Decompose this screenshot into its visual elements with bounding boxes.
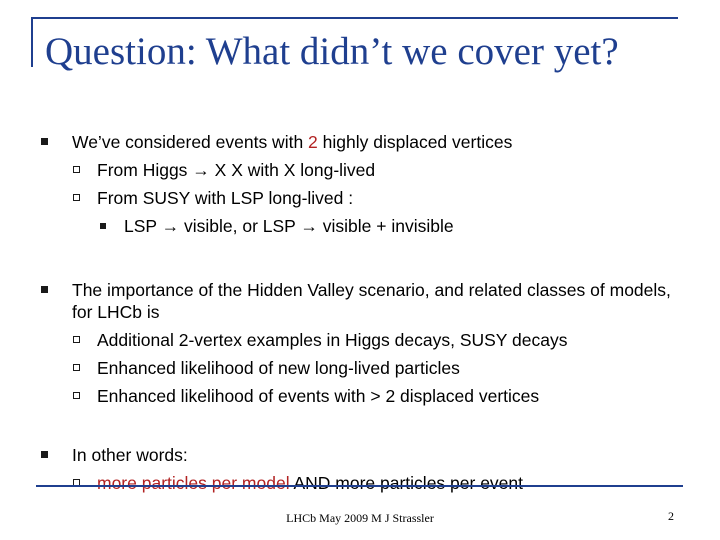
square-bullet-icon [41,286,48,293]
bullet-3 [72,441,682,497]
bullet-2-text: The importance of the Hidden Valley scenario, and related classes of models, for LHCb is [72,280,671,322]
bullet-3-text: In other words: [72,445,188,465]
sub-bullet: more particles per model AND more particles per event [72,469,682,497]
hollow-square-bullet-icon [73,336,80,343]
square-bullet-icon [41,138,48,145]
sub-bullet: Additional 2-vertex examples in Higgs decays, SUSY decays [72,326,682,354]
sub-bullet: From SUSY with LSP long-lived : [72,184,682,212]
slide-title: Question: What didn’t we cover yet? [45,30,619,73]
hollow-square-bullet-icon [73,392,80,399]
footer-text: LHCb May 2009 M J Strassler [286,511,434,525]
sub-sub-bullet: LSP → visible, or LSP → visible + invisible [72,212,682,240]
sub-bullet: Enhanced likelihood of new long-lived particles [72,354,682,382]
sub-bullet: From Higgs → X X with X long-lived [72,156,682,184]
bullet-1-text: We’ve considered events with 2 highly displaced vertices [72,132,513,152]
bullet-2 [72,276,682,410]
footer-rule [36,485,683,487]
sub-bullet: Enhanced likelihood of events with > 2 displaced vertices [72,382,682,410]
bullet-1 [72,128,682,240]
hollow-square-bullet-icon [73,364,80,371]
page-number: 2 [668,509,674,523]
highlight-count: 2 [308,132,318,152]
square-bullet-icon [41,451,48,458]
square-bullet-icon [100,223,106,229]
highlight-phrase: more particles per model [97,473,290,493]
hollow-square-bullet-icon [73,166,80,173]
hollow-square-bullet-icon [73,194,80,201]
